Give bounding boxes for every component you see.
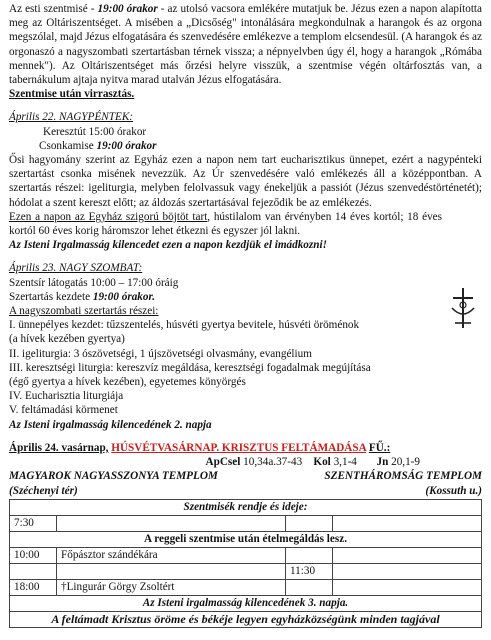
vigil-note: Szentmise után virrasztás.	[9, 88, 135, 101]
saturday-ceremony-line: Szertartás kezdete 19:00 órakor.	[9, 290, 156, 303]
table-row	[10, 499, 482, 515]
part-item: (a hívek kezében gyertya)	[9, 333, 125, 346]
fasting-note: Ezen a napon az Egyház szigorú böjtöt tart, hústilalom van érvényben 14 éves kortól; 18 éves kortól 60 éves korig háromszor lehet étkezni és egyszer jól lakni.	[9, 210, 442, 238]
thursday-paragraph	[9, 2, 482, 87]
church-names	[9, 469, 482, 483]
saturday-ceremony-time: 19:00 órakor.	[92, 290, 156, 303]
evening-mass-time: 19:00 órakor	[97, 3, 158, 15]
easter-feast-title: HÚSVÉTVASÁRNAP. KRISZTUS FELTÁMADÁSA	[111, 441, 367, 454]
church-left: MAGYAROK NAGYASSZONYA TEMPLOM	[9, 470, 218, 483]
table-row	[10, 595, 482, 611]
schedule-title: Szentmisék rendje és ideje:	[10, 499, 482, 515]
stations-of-cross-line: Keresztút 15:00 órakor	[43, 125, 147, 138]
novena-note: Az Isteni irgalmasság kilencedének 3. napja.	[10, 595, 482, 611]
blessing-note: A reggeli szentmise után ételmegáldás lesz.	[10, 531, 482, 547]
readings-line: ApCsel 10,34a.37-43 Kol 3,1-4 Jn 20,1-9	[205, 456, 420, 469]
cross-chalice-icon	[446, 286, 480, 330]
church-addresses	[9, 484, 482, 498]
part-item: V. feltámadási körmenet	[9, 404, 118, 417]
tomb-visit-line: Szentsír látogatás 10:00 – 17:00 óráig	[9, 276, 179, 289]
table-row: 7:30	[10, 515, 482, 531]
sunday-heading: Április 24. vasárnap, HÚSVÉTVASÁRNAP. KRISZTUS FELTÁMADÁSA FŰ.:	[9, 441, 391, 454]
saturday-heading: Április 23. NAGY SZOMBAT:	[9, 262, 143, 275]
friday-heading: Április 22. NAGYPÉNTEK:	[9, 111, 134, 124]
friday-body: Ősi hagyomány szerint az Egyház ezen a napon nem tart eucharisztikus ünnepet, ezért a nagypénteki szertartást csonka misének nevezzük. Az Úr szenvedésére való emlékezés áll a középpontban. A szertartás részei: igeliturgia, melyben felolvassuk vagy énekeljük a passiót (Jézus szenvedéstörténetét); hódolat a szent kereszt előtt; az áldozás szertartásával fejeződik be az emlékezés.	[9, 154, 482, 209]
mass-schedule-table	[9, 499, 482, 628]
part-item: III. keresztségi liturgia: kereszvíz megáldása, keresztségi fogadalmak megújítása	[9, 361, 371, 374]
friday-mass-time: 19:00 órakor	[96, 139, 157, 152]
saturday-novena: Az Isteni irgalmasság kilencedének 2. napja	[9, 418, 212, 431]
friday-mass-line: Csonkamise 19:00 órakor	[39, 139, 157, 152]
easter-blessing-footer: A feltámadt Krisztus öröme és békéje legyen egyházközségünk minden tagjával	[10, 611, 482, 627]
table-row	[10, 611, 482, 627]
friday-novena: Az Isteni Irgalmasság kilencedet ezen a napon kezdjük el imádkozni!	[9, 239, 327, 252]
church-right: SZENTHÁROMSÁG TEMPLOM	[324, 470, 482, 483]
table-row	[10, 531, 482, 547]
intro-text-rest: - az utolsó vacsora emlékére mutatjuk be. Jézus ezen a napon alapította meg az Oltáriszentséget. A misében a „Dicsőség" intonálására megkondulnak a harangok és az orgona megszólal, majd Jézus elfogatására és szenvedésére emlékezve a templom elcsendesül. (A harangok és az orgonaszó a nagyszombati szertartásban térnek vissza; a népnyelvben úgy él, hogy a harangok „Rómába mennek"). Az Oltáriszentséget más őrzési helyre visszük, a szentmise végén oltárfosztás van, a tabernákulum ajtaja nyitva marad utalván Jézus elfogatására.	[9, 3, 483, 87]
saturday-parts-heading: A nagyszombati szertartás részei:	[9, 305, 159, 318]
intro-text: Az esti szentmisé -	[9, 3, 95, 15]
table-row: 11:30	[10, 563, 482, 579]
part-item: (égő gyertya a hívek kezében), egyetemes könyörgés	[9, 376, 246, 389]
address-right: (Kossuth u.)	[425, 484, 482, 497]
part-item: I. ünnepélyes kezdet: tűzszentelés, húsvéti gyertya bevitele, húsvéti öröménok	[9, 319, 360, 332]
address-left: (Széchenyi tér)	[9, 484, 78, 497]
table-row: 18:00 †Lingurár Görgy Zsoltért	[10, 579, 482, 595]
table-row: 10:00 Főpásztor szándékára	[10, 547, 482, 563]
part-item: II. igeliturgia: 3 ószövetségi, 1 újszövetségi olvasmány, evangélium	[9, 347, 312, 360]
part-item: IV. Eucharisztia liturgiája	[9, 390, 124, 403]
